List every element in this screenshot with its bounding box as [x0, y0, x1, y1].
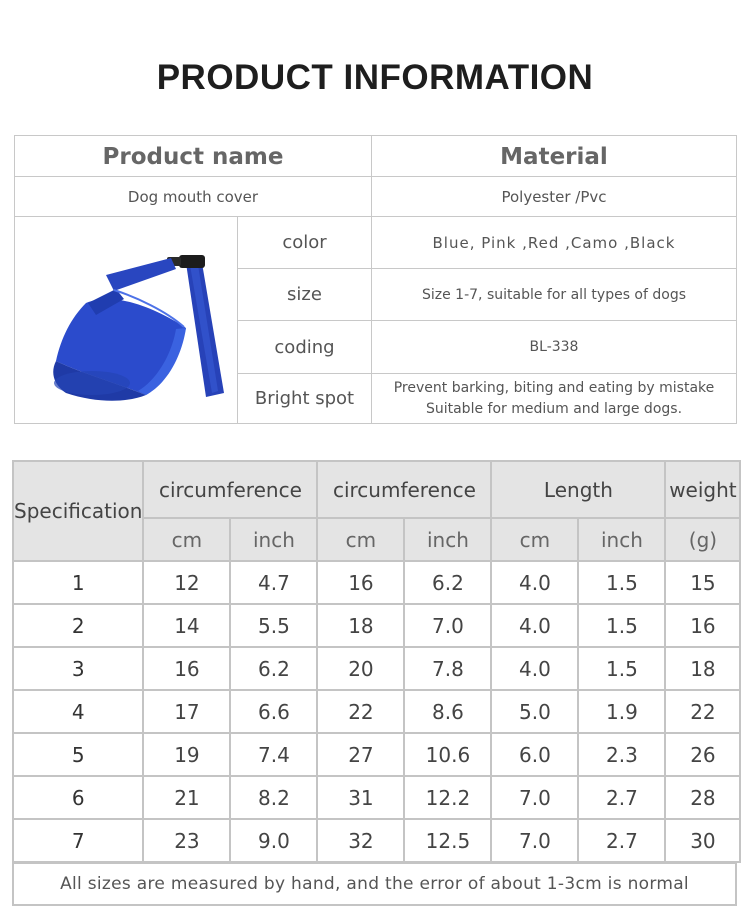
- table-cell: 12.2: [404, 776, 491, 819]
- table-cell: 9.0: [230, 819, 317, 862]
- size-number: 7: [13, 819, 143, 862]
- table-cell: 16: [317, 561, 404, 604]
- table-cell: 15: [665, 561, 740, 604]
- table-row: [13, 604, 740, 647]
- header-product-name: Product name: [102, 143, 284, 170]
- table-cell: 6.2: [404, 561, 491, 604]
- dog-muzzle-illustration: [26, 233, 226, 408]
- group-header-length: Length: [491, 461, 665, 518]
- table-cell: 6.6: [230, 690, 317, 733]
- table-cell: 22: [317, 690, 404, 733]
- table-cell: 17: [143, 690, 230, 733]
- product-name-value: Dog mouth cover: [127, 187, 259, 206]
- table-cell: 12: [143, 561, 230, 604]
- group-header-circumference-1: circumference: [143, 461, 317, 518]
- table-cell: 18: [665, 647, 740, 690]
- size-number: 5: [13, 733, 143, 776]
- size-spec-table: [12, 460, 741, 863]
- table-cell: 2.7: [578, 776, 665, 819]
- table-cell: 8.2: [230, 776, 317, 819]
- table-cell: 4.0: [491, 604, 578, 647]
- bright-spot-value: [372, 374, 736, 423]
- header-material: Material: [500, 143, 608, 170]
- table-cell: 28: [665, 776, 740, 819]
- size-label: size: [287, 284, 322, 305]
- size-value: Size 1-7, suitable for all types of dogs: [421, 286, 687, 303]
- size-number: 4: [13, 690, 143, 733]
- spec-header: Specification: [13, 461, 143, 561]
- table-cell: 1.9: [578, 690, 665, 733]
- group-header-weight: weight: [665, 461, 740, 518]
- bright-spot-label: Bright spot: [254, 388, 355, 409]
- bright-spot-line-2: Suitable for medium and large dogs.: [425, 400, 683, 417]
- page-title: PRODUCT INFORMATION: [156, 58, 594, 97]
- unit-cm: cm: [317, 518, 404, 561]
- material-value: Polyester /Pvc: [501, 187, 607, 206]
- table-row: [13, 561, 740, 604]
- table-cell: 12.5: [404, 819, 491, 862]
- unit-inch: inch: [230, 518, 317, 561]
- table-cell: 7.0: [491, 776, 578, 819]
- table-cell: 5.5: [230, 604, 317, 647]
- table-cell: 14: [143, 604, 230, 647]
- table-row: [13, 776, 740, 819]
- table-row: [13, 647, 740, 690]
- table-cell: 7.4: [230, 733, 317, 776]
- table-cell: 26: [665, 733, 740, 776]
- table-cell: 2.3: [578, 733, 665, 776]
- table-cell: 2.7: [578, 819, 665, 862]
- table-cell: 7.8: [404, 647, 491, 690]
- unit-cm: cm: [491, 518, 578, 561]
- table-cell: 1.5: [578, 604, 665, 647]
- table-cell: 8.6: [404, 690, 491, 733]
- table-cell: 32: [317, 819, 404, 862]
- table-row: [13, 819, 740, 862]
- table-cell: 7.0: [404, 604, 491, 647]
- table-cell: 5.0: [491, 690, 578, 733]
- color-value: Blue, Pink ,Red ,Camo ,Black: [432, 233, 676, 252]
- size-number: 6: [13, 776, 143, 819]
- table-cell: 4.0: [491, 647, 578, 690]
- table-row: [13, 690, 740, 733]
- table-cell: 23: [143, 819, 230, 862]
- table-cell: 10.6: [404, 733, 491, 776]
- table-cell: 30: [665, 819, 740, 862]
- table-cell: 22: [665, 690, 740, 733]
- table-cell: 6.2: [230, 647, 317, 690]
- table-cell: 1.5: [578, 647, 665, 690]
- color-label: color: [282, 232, 327, 253]
- table-cell: 21: [143, 776, 230, 819]
- size-number: 1: [13, 561, 143, 604]
- measurement-note: All sizes are measured by hand, and the error of about 1-3cm is normal: [12, 862, 737, 906]
- dog-muzzle-photo-icon: [15, 217, 237, 423]
- unit-inch: inch: [578, 518, 665, 561]
- table-cell: 4.0: [491, 561, 578, 604]
- table-cell: 16: [143, 647, 230, 690]
- unit-cm: cm: [143, 518, 230, 561]
- coding-value: BL-338: [529, 339, 579, 355]
- table-cell: 16: [665, 604, 740, 647]
- table-cell: 4.7: [230, 561, 317, 604]
- table-cell: 6.0: [491, 733, 578, 776]
- table-cell: 27: [317, 733, 404, 776]
- bright-spot-line-1: Prevent barking, biting and eating by mistake: [393, 379, 715, 396]
- table-cell: 19: [143, 733, 230, 776]
- table-cell: 1.5: [578, 561, 665, 604]
- table-cell: 18: [317, 604, 404, 647]
- unit-inch: inch: [404, 518, 491, 561]
- size-number: 2: [13, 604, 143, 647]
- table-cell: 31: [317, 776, 404, 819]
- coding-label: coding: [274, 336, 335, 358]
- table-row: [13, 733, 740, 776]
- product-info-table: [14, 135, 737, 424]
- group-header-circumference-2: circumference: [317, 461, 491, 518]
- table-cell: 7.0: [491, 819, 578, 862]
- table-cell: 20: [317, 647, 404, 690]
- size-number: 3: [13, 647, 143, 690]
- unit-grams: (g): [665, 518, 740, 561]
